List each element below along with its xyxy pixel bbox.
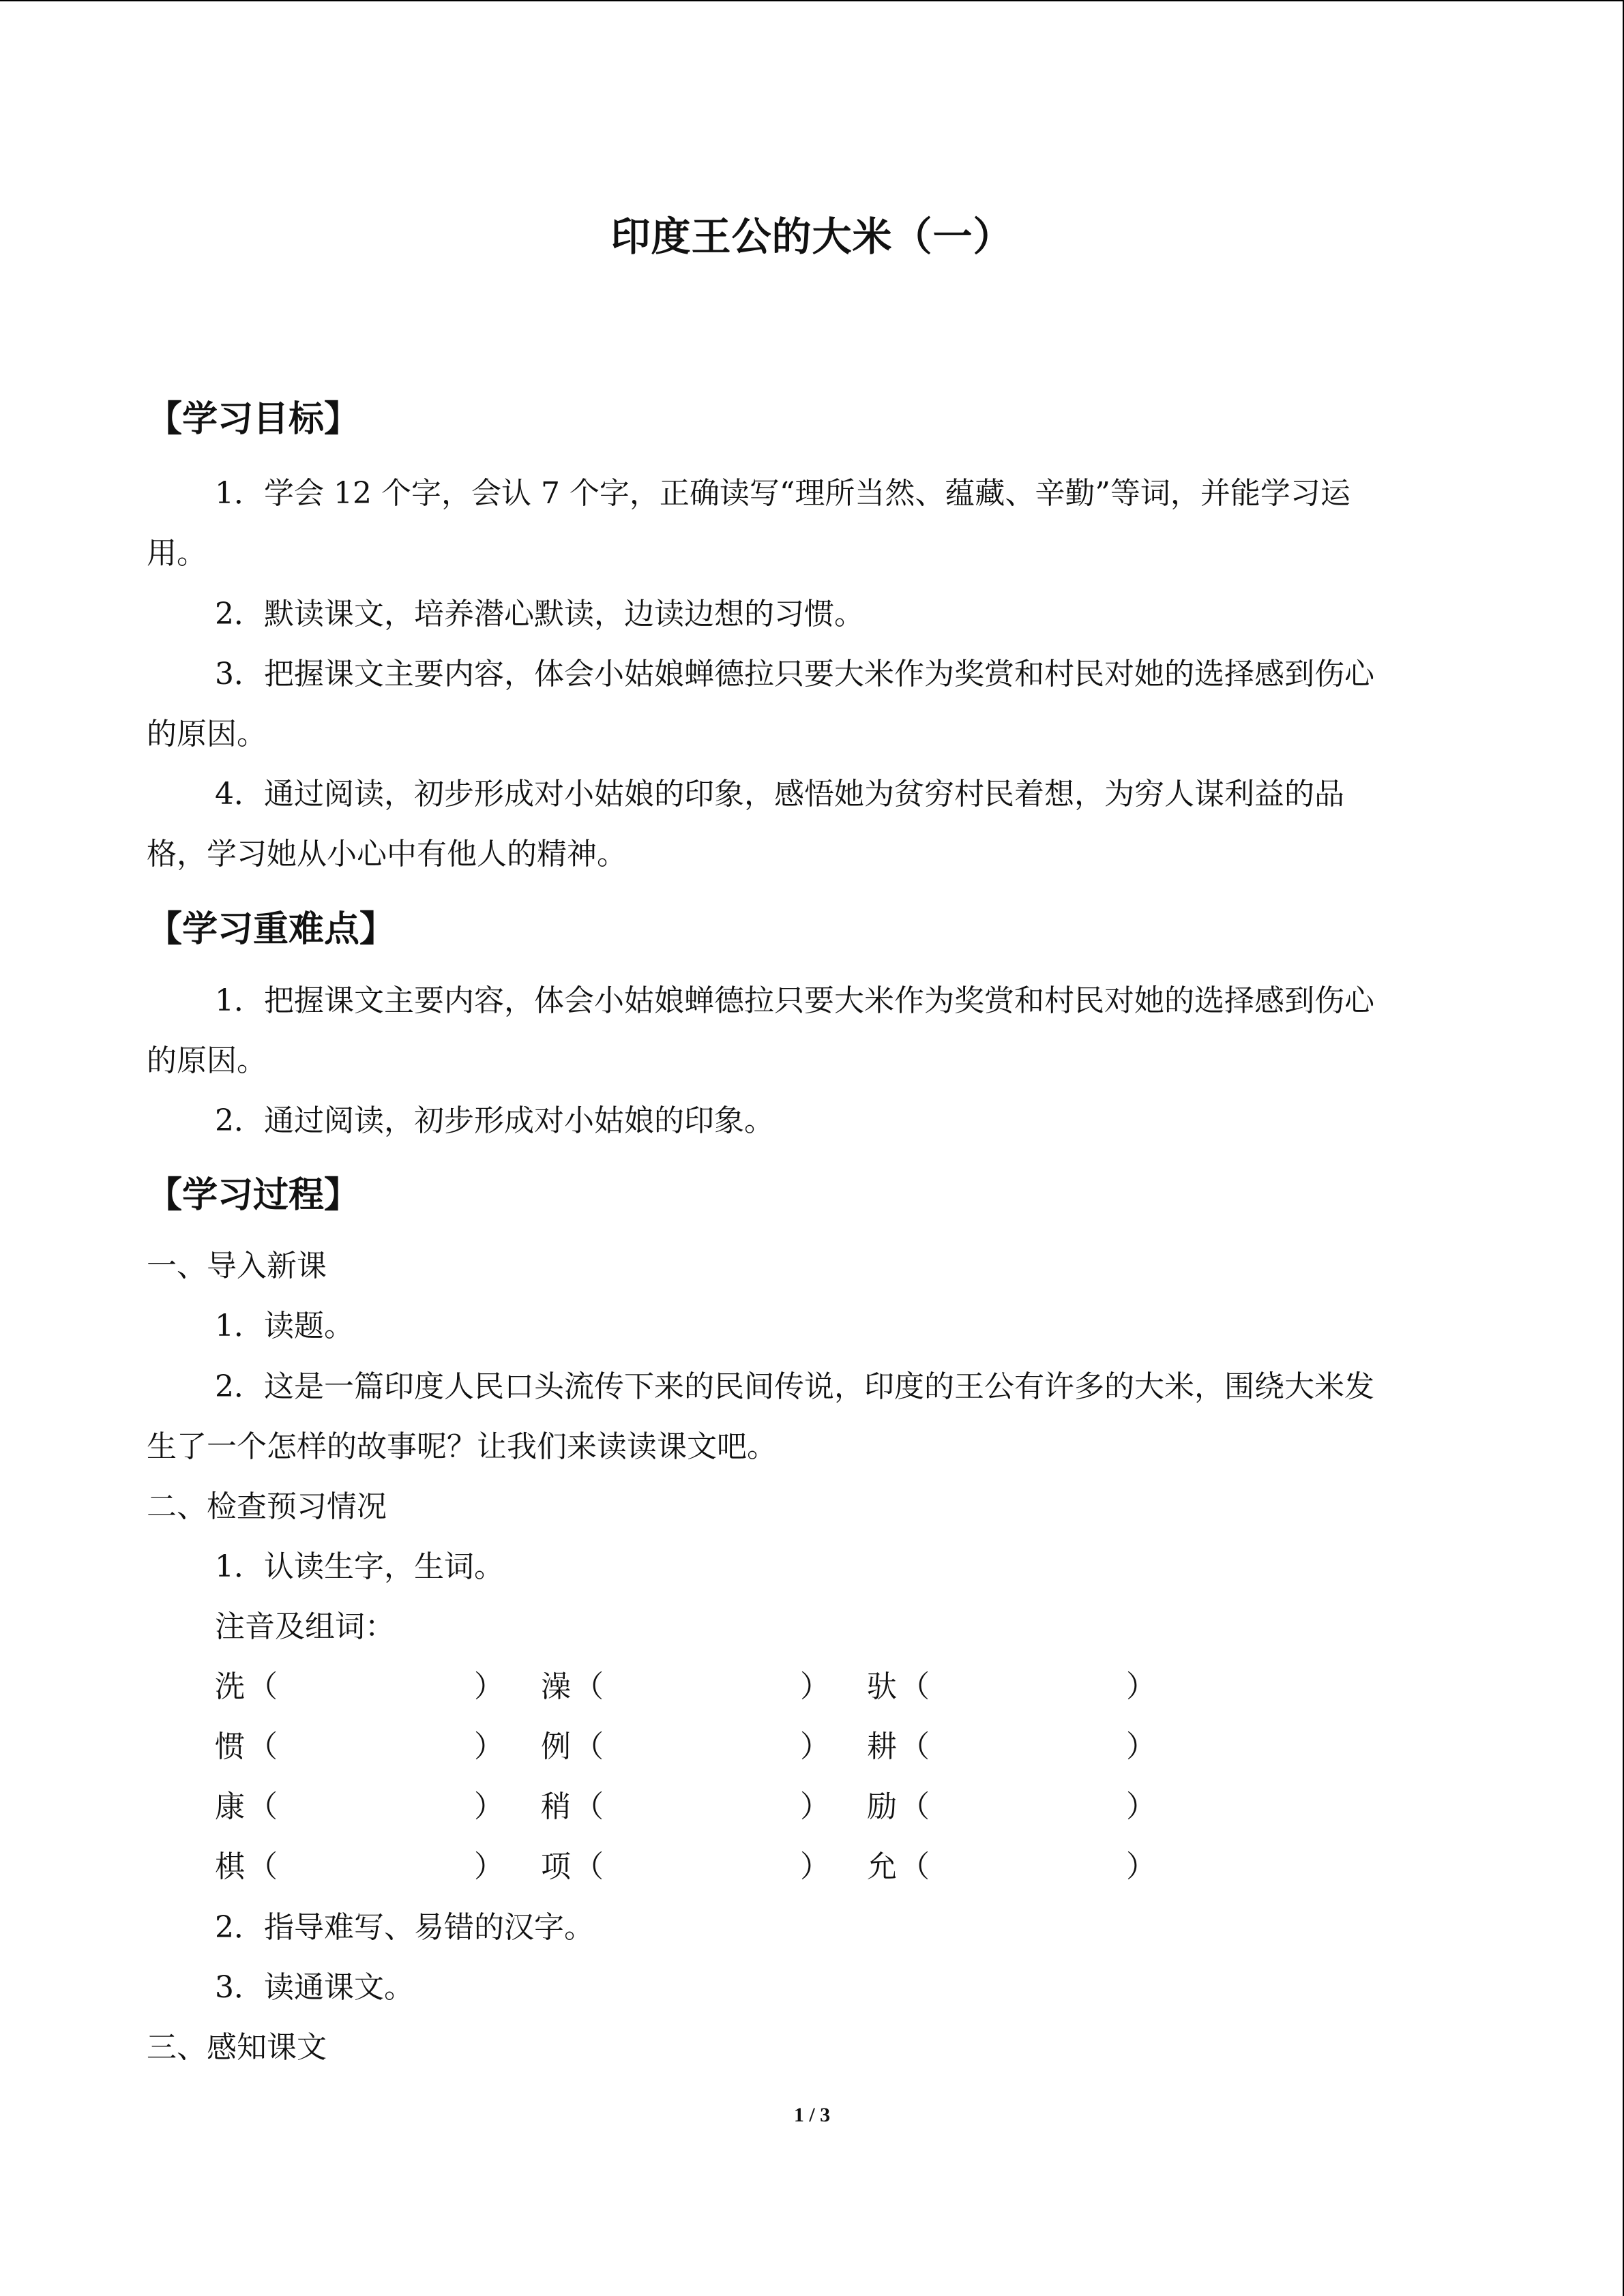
close-paren: ） — [800, 1729, 830, 1764]
open-paren: （ — [248, 1729, 278, 1764]
process-line-6: 3．读通课文。 — [215, 1970, 414, 2005]
open-paren: （ — [900, 1669, 930, 1704]
page-title: 印度王公的大米（一） — [610, 213, 1014, 260]
open-paren: （ — [900, 1849, 930, 1884]
close-paren: ） — [474, 1789, 504, 1824]
character: 允 — [867, 1849, 897, 1884]
pinyin-cell — [215, 1849, 504, 1884]
close-paren: ） — [800, 1789, 830, 1824]
character: 耕 — [867, 1729, 897, 1764]
close-paren: ） — [1126, 1729, 1156, 1764]
pinyin-cell — [215, 1669, 504, 1704]
pinyin-cell — [867, 1669, 1156, 1704]
close-paren: ） — [474, 1849, 504, 1884]
goal-line-4-cont: 格，学习她从小心中有他人的精神。 — [147, 837, 627, 871]
close-paren: ） — [800, 1669, 830, 1704]
character: 项 — [541, 1849, 571, 1884]
page-number: 1 / 3 — [793, 2104, 831, 2126]
open-paren: （ — [248, 1789, 278, 1824]
pinyin-cell — [541, 1669, 830, 1704]
pinyin-cell — [867, 1729, 1156, 1764]
process-line-2-cont: 生了一个怎样的故事呢？让我们来读读课文吧。 — [147, 1429, 777, 1464]
close-paren: ） — [1126, 1789, 1156, 1824]
process-line-3: 1．认读生字，生词。 — [215, 1549, 504, 1584]
character: 澡 — [541, 1669, 571, 1704]
character: 驮 — [867, 1669, 897, 1704]
character: 棋 — [215, 1849, 245, 1884]
open-paren: （ — [900, 1729, 930, 1764]
close-paren: ） — [474, 1669, 504, 1704]
character: 例 — [541, 1729, 571, 1764]
goal-line-1-cont: 用。 — [147, 536, 207, 571]
process-subheading-1: 一、导入新课 — [147, 1249, 327, 1283]
open-paren: （ — [574, 1669, 604, 1704]
close-paren: ） — [474, 1729, 504, 1764]
goal-line-4: 4．通过阅读，初步形成对小姑娘的印象，感悟她为贫穷村民着想，为穷人谋利益的品 — [215, 777, 1344, 811]
keypoint-line-2: 2．通过阅读，初步形成对小姑娘的印象。 — [215, 1103, 774, 1138]
goal-line-3: 3．把握课文主要内容，体会小姑娘蝉德拉只要大米作为奖赏和村民对她的选择感到伤心 — [215, 657, 1374, 691]
process-subheading-2: 二、检查预习情况 — [147, 1489, 387, 1524]
pinyin-cell — [541, 1789, 830, 1824]
process-line-5: 2．指导难写、易错的汉字。 — [215, 1910, 594, 1945]
open-paren: （ — [248, 1669, 278, 1704]
process-line-1: 1．读题。 — [215, 1309, 354, 1343]
open-paren: （ — [900, 1789, 930, 1824]
pinyin-cell — [541, 1729, 830, 1764]
pinyin-cell — [541, 1849, 830, 1884]
pinyin-cell — [215, 1729, 504, 1764]
section-heading-process: 【学习过程】 — [147, 1175, 360, 1216]
close-paren: ） — [1126, 1849, 1156, 1884]
character: 洗 — [215, 1669, 245, 1704]
process-line-4: 注音及组词： — [215, 1609, 395, 1644]
goal-line-3-cont: 的原因。 — [147, 717, 267, 751]
process-line-2: 2．这是一篇印度人民口头流传下来的民间传说，印度的王公有许多的大米，围绕大米发 — [215, 1369, 1374, 1404]
close-paren: ） — [1126, 1669, 1156, 1704]
keypoint-line-1-cont: 的原因。 — [147, 1043, 267, 1078]
open-paren: （ — [248, 1849, 278, 1884]
character: 励 — [867, 1789, 897, 1824]
open-paren: （ — [574, 1849, 604, 1884]
pinyin-cell — [215, 1789, 504, 1824]
goal-line-1: 1．学会 12 个字，会认 7 个字，正确读写“理所当然、蕴藏、辛勤”等词，并能学习运 — [215, 476, 1350, 511]
open-paren: （ — [574, 1789, 604, 1824]
process-subheading-3: 三、感知课文 — [147, 2030, 327, 2065]
character: 惯 — [215, 1729, 245, 1764]
page-border-top — [0, 0, 1624, 1]
goal-line-2: 2．默读课文，培养潜心默读，边读边想的习惯。 — [215, 597, 864, 631]
pinyin-cell — [867, 1789, 1156, 1824]
section-heading-goals: 【学习目标】 — [147, 399, 360, 440]
keypoint-line-1: 1．把握课文主要内容，体会小姑娘蝉德拉只要大米作为奖赏和村民对她的选择感到伤心 — [215, 983, 1374, 1018]
character: 稍 — [541, 1789, 571, 1824]
open-paren: （ — [574, 1729, 604, 1764]
section-heading-keypoints: 【学习重难点】 — [147, 909, 396, 950]
pinyin-cell — [867, 1849, 1156, 1884]
close-paren: ） — [800, 1849, 830, 1884]
character: 康 — [215, 1789, 245, 1824]
